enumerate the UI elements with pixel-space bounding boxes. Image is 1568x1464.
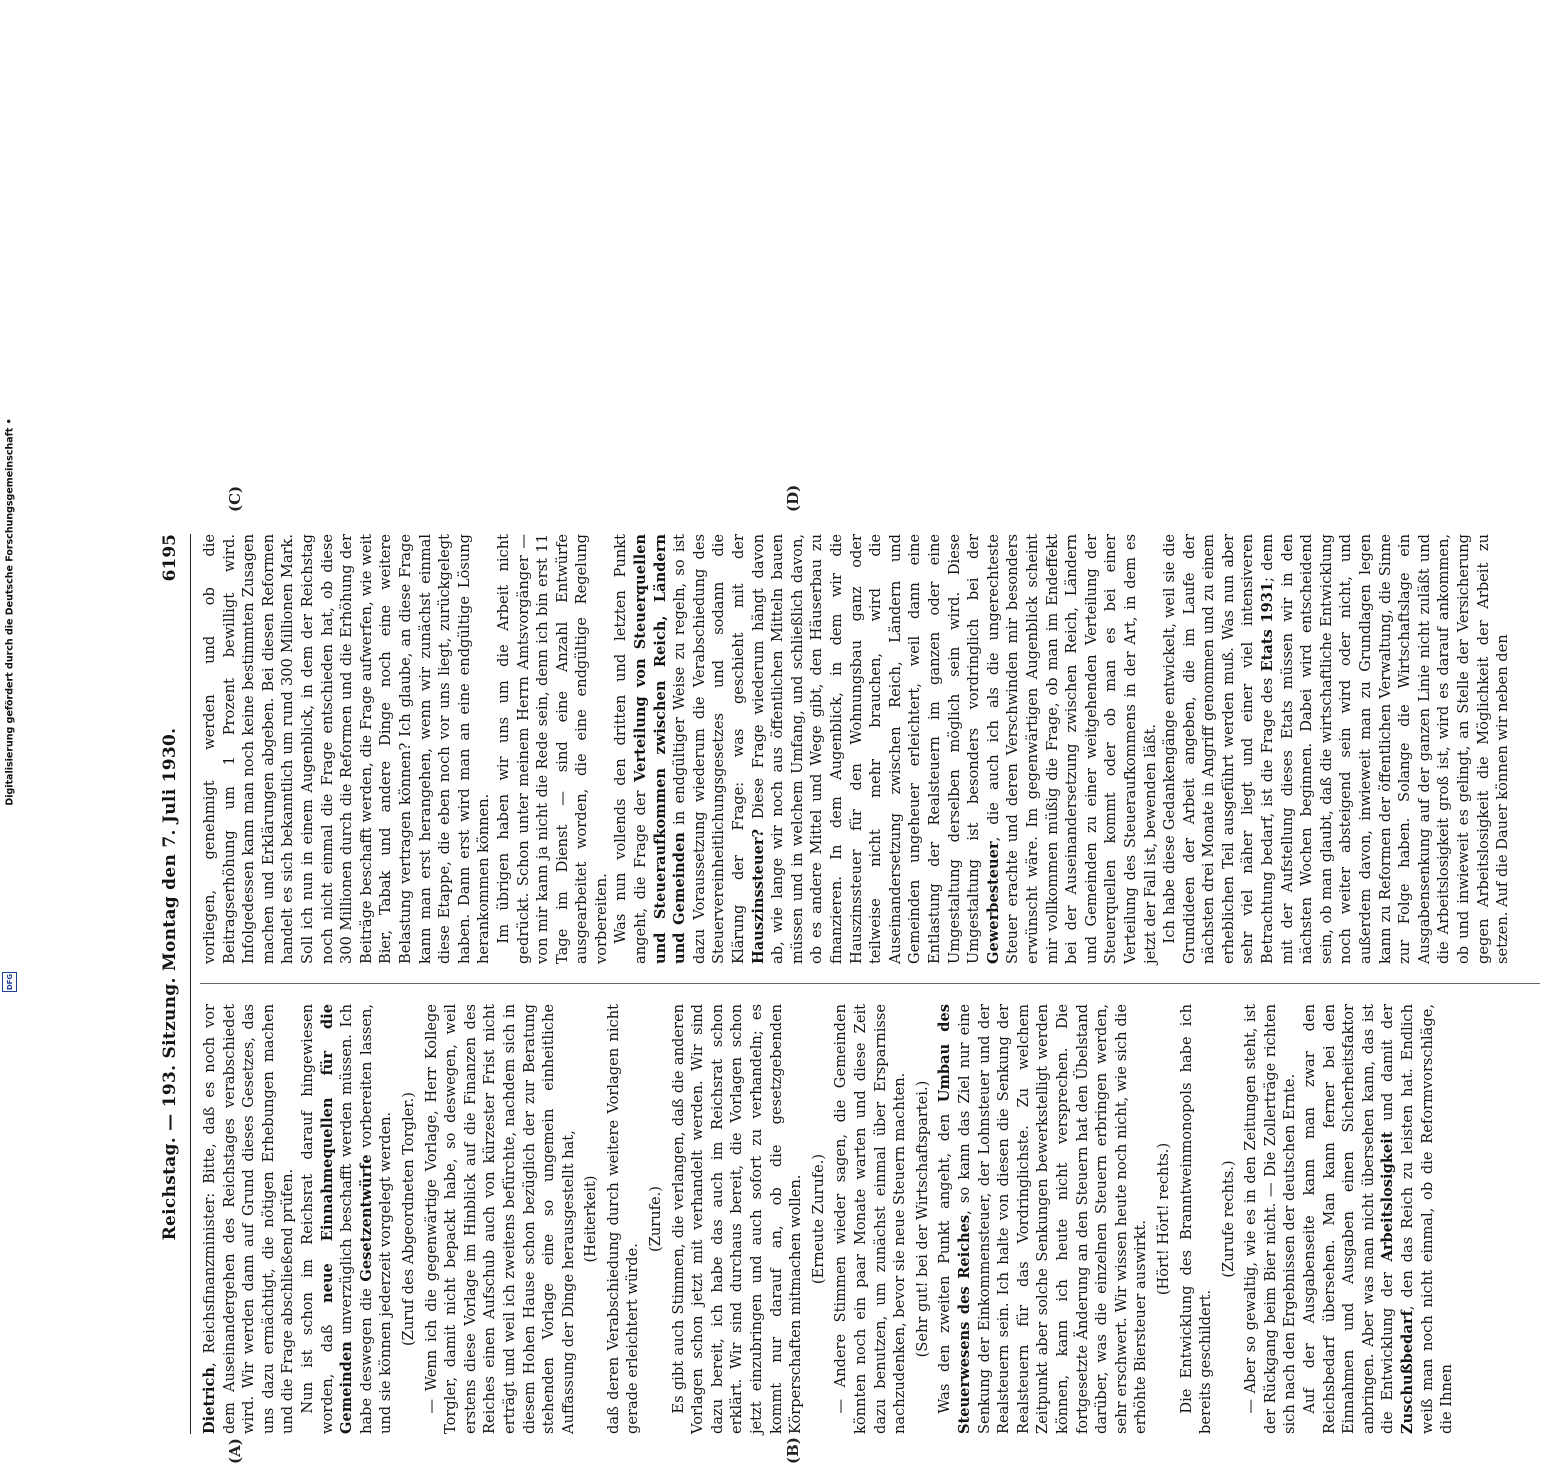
dfg-logo-text: DFG [5,973,14,991]
text-run: in endgültiger Weise zu regeln, so ist dazu Voraussetzung wiederum die Verabschiedung des Steuervereinheitlichungsgesetzes und sodann die Klärung der Frage: was geschieht mit der [671,534,748,964]
text-run: (Sehr gut! bei der Wirtschaftspartei.) [913,1080,931,1358]
scanned-page [134,434,1568,1464]
paragraph [1241,1004,1300,1434]
interjection [809,1004,829,1434]
paragraph [831,1004,909,1434]
dfg-logo [2,972,17,992]
text-run: vorliegen, genehmigt werden und ob die Beitragserhöhung um 1 Prozent bewilligt wird. Infolgedessen kann man noch keine bestimmten Zusagen machen und Erklärungen abgeben. Bei diesen Reformen handelt es sich bekanntlich um rund 300 Millionen Mark. Soll ich nun in einem Augenblick, in dem der Reichstag noch nicht einmal die Frage entschieden hat, ob diese 300 Millionen durch die Reformen und die Erhöhung der Beiträge beschafft werden, die Frage aufwerfen, wie weit Bier, Tabak und andere Dinge noch eine weitere Belastung vertragen können? Ich glaube, an diese Frage kann man erst herangehen, wenn wir zunächst einmal diese Etappe, die eben noch vor uns liegt, zurückgelegt haben. Dann erst wird man an eine endgültige Lösung herankommen können. [201,534,493,964]
text-run: vorbereiten lassen, und sie können jederzeit vorgelegt werden. [357,1004,395,1434]
text-run: (Erneute Zurufe.) [809,1153,827,1285]
margin-marker-c: (C) [226,485,244,512]
bold-keyword: Hauszinssteuer? [749,828,767,964]
interjection [399,1004,419,1434]
bold-keyword: Umbau des Steuerwesens des Reiches [936,1004,973,1434]
digitization-credit-strip [0,0,20,1000]
text-run: , Reichsfinanzminister: [201,1192,218,1368]
text-run: , die auch ich als die ungerechteste Steuer erachte und deren Verschwinden mir besonders erwünscht wäre. Im gegenwärtigen Augenblick scheint mir vollkommen müßig die Frage, ob man im Endeffekt bei der Auseinandersetzung zwischen Reich, Ländern und Gemeinden zu einer weitgehenden Verteilung der Steuerquellen kommt oder ob man es bei einer Verteilung des Steueraufkommens in der Art, in dem es jetzt der Fall ist, bewenden läßt. [984,534,1159,964]
text-run: Im übrigen haben wir uns um die Arbeit nicht gedrückt. Schon unter meinem Herrn Amtsvorgänger — von mir kann ja nicht die Rede sein, denn ich bin erst 11 Tage im Dienst — sind eine Anzahl Entwürfe ausgearbeitet worden, die eine endgültige Regelung vorbereiten. [494,534,610,964]
text-run: Bitte, daß es noch vor dem Auseinandergehen des Reichstages verabschiedet wird. Wir werden dann auf Grund dieses Gesetzes, das uns dazu ermächtigt, die nötigen Erhebungen machen und die Frage abschließend prüfen. [201,1004,297,1434]
text-run: — Aber so gewaltig, wie es in den Zeitungen steht, ist der Rückgang beim Bier nicht. — Die Zollerträge richten sich nach den Ergebnissen der deutschen Ernte. [1242,1004,1299,1434]
text-run: (Zurufe rechts.) [1219,1160,1237,1278]
paragraph [200,534,494,964]
paragraph [422,1004,579,1434]
text-column-right [200,534,1540,964]
text-run: Nun ist schon im Reichsrat darauf hingewiesen worden, daß [298,1004,336,1434]
column-divider [200,983,1540,984]
bold-keyword: Etats 1931 [1259,581,1277,672]
text-run: Auf der Ausgabenseite kann man zwar den Reichsbedarf übersehen. Man kann ferner bei den Einnahmen und Ausgaben einen Sicherheitsfaktor anbringen. Aber was man nicht übersehen kann, das ist die Entwicklung der [1301,1004,1397,1434]
text-run: (Zuruf des Abgeordneten Torgler.) [399,1092,417,1347]
speaker-paragraph [200,1004,298,1434]
bold-keyword: Gewerbesteuer [984,841,1002,964]
text-run: Was nun vollends den dritten und letzten Punkt angeht, die Frage der [612,534,650,964]
text-run: Die Entwicklung des Branntweinmonopols habe ich bereits geschildert. [1177,1004,1215,1434]
text-run: Ich habe diese Gedankengänge entwickelt, weil sie die Grundideen der Arbeit angeben, die im Laufe der nächsten drei Monate in Angriff genommen und zu einem erheblichen Teil ausgeführt werden muß. Was nun aber sehr viel näher liegt und einer viel intensiveren Betrachtung bedarf, ist die Frage des [1161,534,1277,964]
bold-keyword: Verteilung von Steuerquellen und Steueraufkommen zwischen Reich, Ländern und Gemeinden [632,533,689,964]
text-run: Was den zweiten Punkt angeht, den [936,1102,954,1414]
paragraph [1177,1004,1216,1434]
text-column-left [200,1004,1540,1434]
header-rule [190,534,191,1434]
bold-keyword: neue Einnahmequellen für die Gemeinden [318,1004,356,1434]
paragraph [604,1004,643,1434]
text-run: — Andere Stimmen wieder sagen, die Gemeinden könnten noch ein paar Monate warten und diese Zeit dazu benutzen, um zunächst einmal über Ersparnisse nachzudenken, bevor sie neue Steuern machten. [832,1004,909,1434]
interjection [646,1004,666,1434]
paragraph [1160,534,1513,964]
bold-keyword: Gesetzentwürfe [357,1154,375,1282]
bold-keyword: Dietrich [201,1367,218,1434]
interjection [1154,1004,1174,1434]
text-run: , so kann das Ziel nur eine Senkung der Einkommensteuer, der Lohnsteuer und der Realsteuern sein. Ich halte von diesen die Senkung der Realsteuern für das Vordringlichste. Zu welchem Zeitpunkt aber solche Senkungen bewerkstelligt werden können, kann ich heute nicht versprechen. Die fortgesetzte Änderung an den Steuern hat den Übelstand darüber, was die einzelnen Steuern erbringen werden, sehr erschwert. Wir wissen heute noch nicht, wie sich die erhöhte Biersteuer auswirkt. [955,1004,1150,1434]
margin-marker-b: (B) [784,1437,802,1464]
paragraph [1300,1004,1457,1434]
page-paper [134,434,1568,1464]
text-run: Diese Frage wiederum hängt davon ab, wie lange wir noch aus öffentlichen Mitteln bauen müssen und in welchem Umfang, und schließlich davon, ob es andere Mittel und Wege gibt, den Häuserbau zu finanzieren. In dem Augenblick, in dem wir die Hauszinssteuer für den Wohnungsbau ganz oder teilweise nicht mehr brauchen, wird die Auseinandersetzung zwischen Reich, Ländern und Gemeinden ungeheuer erleichtert, weil dann eine Entlastung der Realsteuern im ganzen oder eine Umgestaltung derselben möglich sein wird. Diese Umgestaltung ist besonders vordringlich bei der [749,534,983,964]
text-run: Es gibt auch Stimmen, die verlangen, daß die anderen Vorlagen schon jetzt mit verhandelt werden. Wir sind dazu bereit, ich habe das auch im Reichsrat schon erklärt. Wir sind durchaus bereit, die Vorlagen schon jetzt einzubringen und auch sofort zu verhandeln; es kommt nur darauf an, ob die gesetzgebenden Körperschaften mitmachen wollen. [669,1004,805,1434]
digitization-credit-text: Digitalisierung gefördert durch die Deutsche Forschungsgemeinschaft • [4,418,16,806]
margin-marker-d: (D) [784,484,802,512]
text-run: unverzüglich beschafft werden müssen. Ich habe deswegen die [338,1004,375,1434]
margin-marker-a: (A) [226,1438,244,1464]
interjection [581,1004,601,1434]
text-run: — Wenn ich die gegenwärtige Vorlage, Herr Kollege Torgler, damit nicht bepackt habe, so deswegen, weil erstens diese Vorlage im Hinblick auf die Finanzen des Reiches einen Aufschub auch von kürzester Frist nicht erträgt und weil ich zweitens befürchte, nachdem sich in diesem Hohen Hause schon bezüglich der zur Beratung stehenden Vorlage eine so ungemein einheitliche Auffassung der Dinge herausgestellt hat, [422,1004,577,1434]
text-run: (Zurufe.) [647,1186,665,1252]
running-head [160,534,186,1434]
text-run: (Hört! Hört! rechts.) [1154,1142,1172,1296]
interjection [913,1004,933,1434]
paragraph [494,534,612,964]
paragraph [611,534,1160,964]
text-run: daß deren Verabschiedung durch weitere Vorlagen nicht gerade erleichtert würde. [604,1004,642,1434]
page-number: 6195 [160,534,180,582]
paragraph [935,1004,1151,1434]
paragraph [298,1004,396,1434]
interjection [1219,1004,1239,1434]
paragraph [669,1004,806,1434]
bold-keyword: Zuschußbedarf [1399,1310,1417,1434]
text-run: ; denn mit der Aufstellung dieses Etats müssen wir in den nächsten Wochen beginnen. Dabei wird entscheidend sein, ob man glaubt, daß die wirtschaftliche Entwicklung noch weiter absteigend sein wird oder nicht, und außerdem davon, inwieweit man zu Grundlagen legen kann zu Reformen der öffentlichen Verwaltung, die Sinne zur Folge haben. Solange die Wirtschaftslage ein Ausgabensenkung auf der ganzen Linie nicht zuläßt und die Arbeitslosigkeit groß ist, wird es darauf ankommen, ob und inwieweit es gelingt, an Stelle der Versicherung gegen Arbeitslosigkeit die Möglichkeit der Arbeit zu setzen. Auf die Dauer können wir neben den [1259,534,1512,964]
text-run: und damit der [1379,1004,1397,1132]
text-run: , den das Reich zu leisten hat. Endlich weiß man noch nicht einmal, ob die Reformvorschläge, die Ihnen [1399,1004,1456,1434]
text-run: (Heiterkeit) [582,1175,600,1263]
bold-keyword: Arbeitslosigkeit [1379,1131,1397,1262]
running-head-title: Reichstag. — 193. Sitzung. Montag den 7. Juli 1930. [160,727,180,1241]
